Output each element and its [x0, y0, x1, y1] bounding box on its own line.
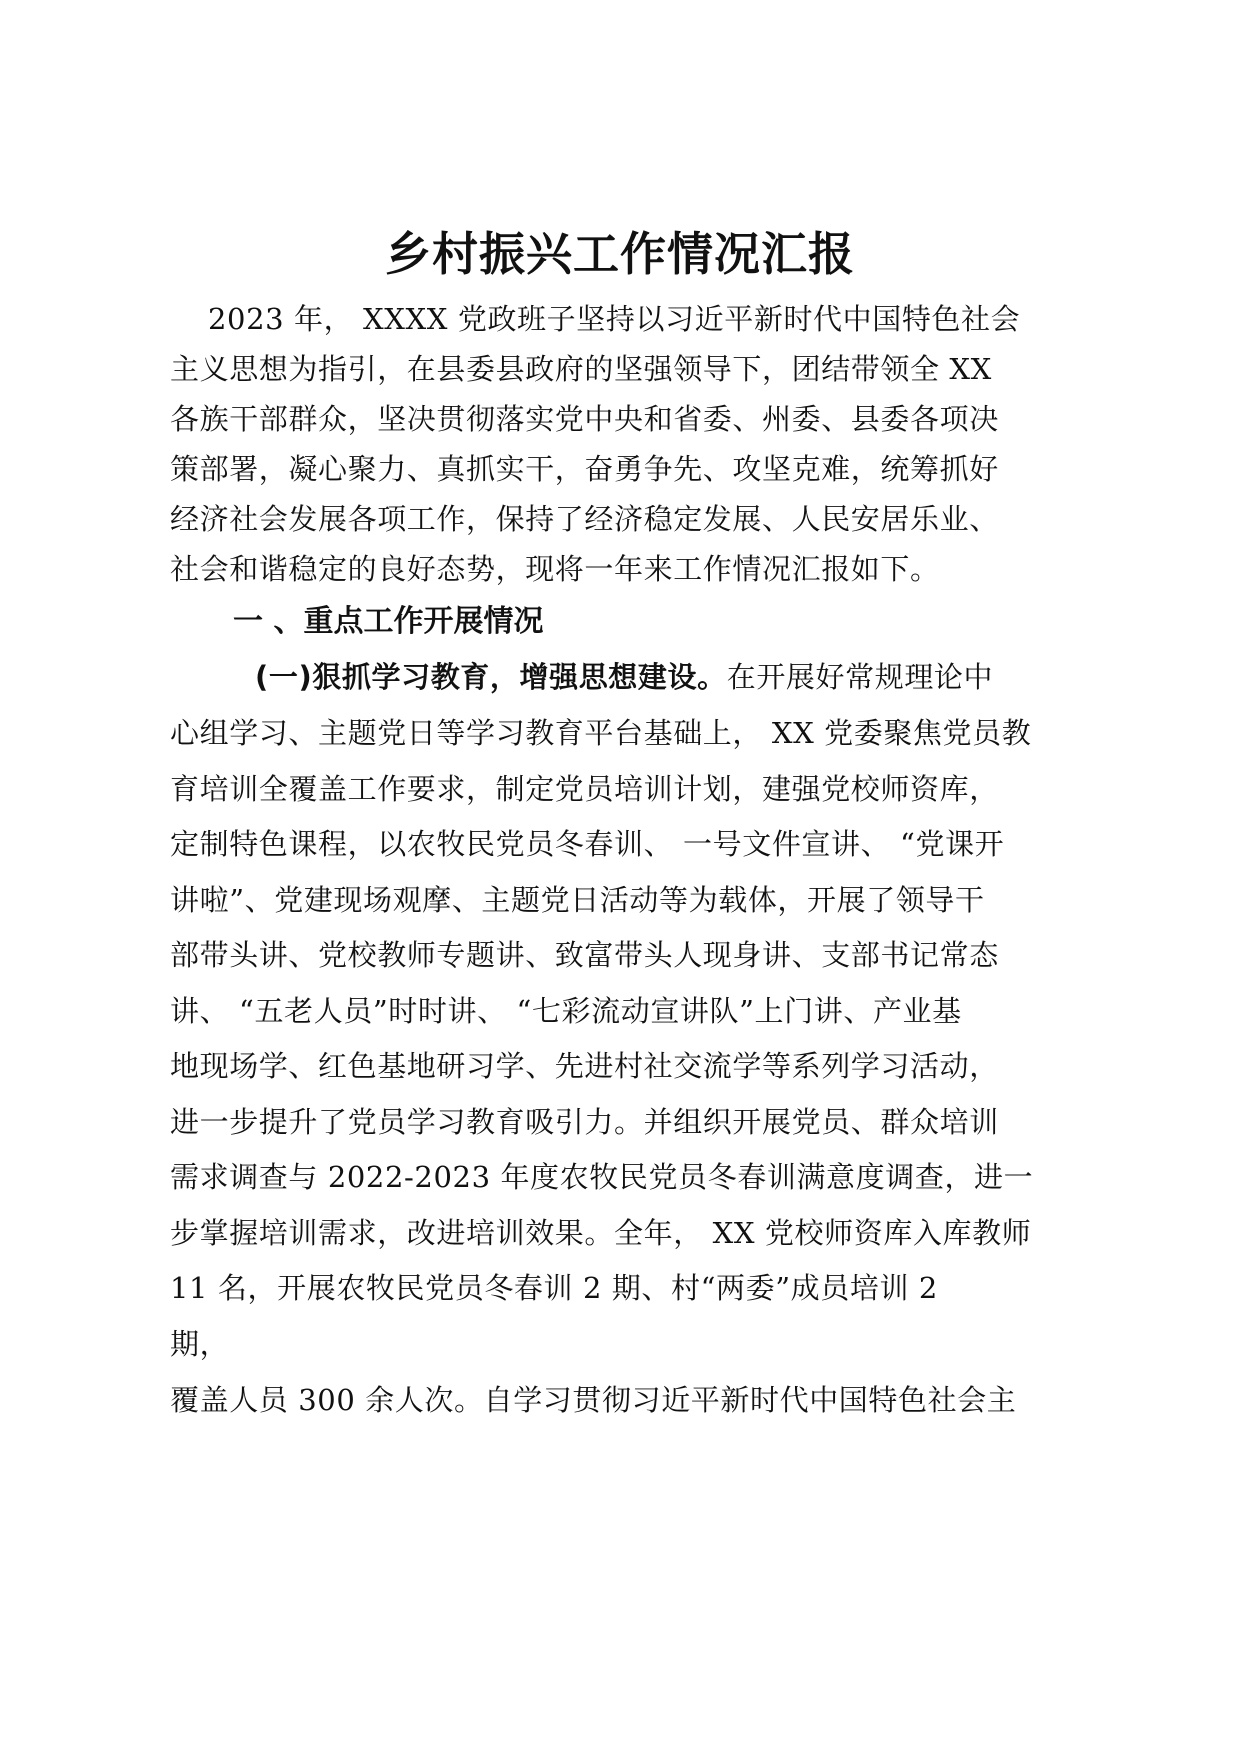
body-line: 育培训全覆盖工作要求，制定党员培训计划，建强党校师资库， [170, 772, 999, 806]
subsection-heading: (一)狠抓学习教育，增强思想建设。 [255, 660, 727, 694]
body-line: 11 名，开展农牧民党员冬春训 2 期、村“两委”成员培训 2 [170, 1271, 938, 1305]
subsection-first-line-text: 在开展好常规理论中 [726, 660, 994, 694]
document-title: 乡村振兴工作情况汇报 [385, 227, 855, 281]
body-line: 期， [170, 1327, 230, 1361]
body-line: 步掌握培训需求，改进培训效果。全年， XX 党校师资库入库教师 [170, 1216, 1032, 1250]
subsection-first-line [255, 651, 993, 703]
body-line: 讲啦”、党建现场观摩、主题党日活动等为载体，开展了领导干 [170, 883, 985, 917]
intro-line: 经济社会发展各项工作，保持了经济稳定发展、人民安居乐业、 [170, 502, 999, 536]
body-line: 覆盖人员 300 余人次。自学习贯彻习近平新时代中国特色社会主 [170, 1383, 1017, 1417]
body-line: 心组学习、主题党日等学习教育平台基础上， XX 党委聚焦党员教 [170, 716, 1032, 750]
section-heading: 一 、重点工作开展情况 [233, 604, 544, 639]
intro-line: 策部署，凝心聚力、真抓实干，奋勇争先、攻坚克难，统筹抓好 [170, 452, 999, 486]
body-line: 进一步提升了党员学习教育吸引力。并组织开展党员、群众培训 [170, 1105, 999, 1139]
intro-line: 各族干部群众，坚决贯彻落实党中央和省委、州委、县委各项决 [170, 402, 999, 436]
intro-line: 主义思想为指引，在县委县政府的坚强领导下，团结带领全 XX [170, 352, 992, 386]
intro-line: 社会和谐稳定的良好态势，现将一年来工作情况汇报如下。 [170, 552, 940, 586]
body-line: 定制特色课程，以农牧民党员冬春训、 一号文件宣讲、 “党课开 [170, 827, 1005, 861]
body-line: 部带头讲、党校教师专题讲、致富带头人现身讲、支部书记常态 [170, 938, 999, 972]
body-line: 需求调查与 2022-2023 年度农牧民党员冬春训满意度调查，进一 [170, 1160, 1034, 1194]
body-line: 地现场学、红色基地研习学、先进村社交流学等系列学习活动， [170, 1049, 999, 1083]
intro-line: 2023 年， XXXX 党政班子坚持以习近平新时代中国特色社会 [208, 302, 1021, 336]
body-line: 讲、 “五老人员”时时讲、 “七彩流动宣讲队”上门讲、产业基 [170, 994, 962, 1028]
